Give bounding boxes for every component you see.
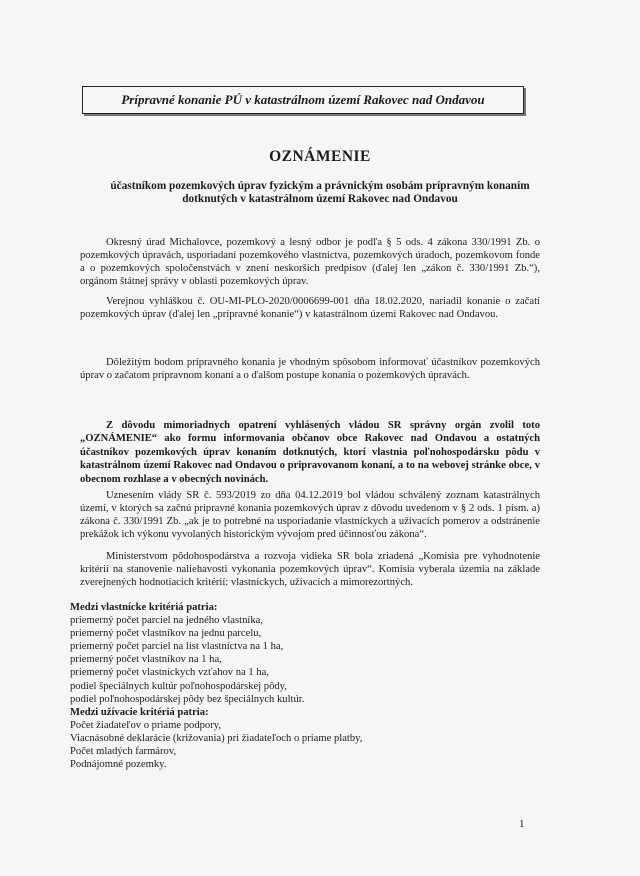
list-item: podiel špeciálnych kultúr poľnohospodárskej pôdy,	[70, 680, 287, 692]
list-item: priemerný počet parciel na list vlastníctva na 1 ha,	[70, 641, 284, 653]
paragraph-5: Uznesením vlády SR č. 593/2019 zo dňa 04.12.2019 bol vládou schválený zoznam katastrálnych území, v ktorých sa začnú prípravné konania pozemkových úprav z dôvodu uvedenom v § 2 ods. 1 písm. a) zákona č. 330/1991 Zb. „ak je to potrebné na usporiadanie vlastníckych a užívacích pomerov a odstránenie prekážok ich výkonu vyvolaných historickým vývojom pred účinnosťou zákona“.	[80, 490, 540, 540]
owner-criteria-heading: Medzi vlastnícke kritériá patria:	[70, 602, 218, 613]
list-item: priemerný počet vlastníkov na 1 ha,	[70, 654, 222, 666]
list-item: priemerný počet parciel na jedného vlastníka,	[70, 615, 263, 627]
paragraph-2: Verejnou vyhláškou č. OU-MI-PLO-2020/0006699-001 dňa 18.02.2020, nariadil konanie o začatí pozemkových úprav (ďalej len „prípravné konanie“) v katastrálnom území Rakovec nad Ondavou.	[80, 296, 540, 320]
page-number: 1	[519, 818, 525, 830]
list-item: Počet žiadateľov o priame podpory,	[70, 719, 221, 731]
paragraph-6: Ministerstvom pôdohospodárstva a rozvoja vidieka SR bola zriadená „Komisia pre vyhodnotenie kritérií na stanovenie naliehavosti vykonania pozemkových úprav“. Komisia vyberala územia na základe zverejnených hodnotiacich kritérií: vlastníckych, užívacích a mimorezortných.	[80, 551, 540, 588]
paragraph-4: Z dôvodu mimoriadnych opatrení vyhlásených vládou SR správny orgán zvolil toto „OZNÁMENIE“ ako formu informovania občanov obce Rakovec nad Ondavou a ostatných účastníkov pozemkových úprav konaním dotknutých, ktorí vlastnia poľnohospodársku pôdu v katastrálnom území Rakovec nad Ondavou o pripravovanom konaní, a to na webovej stránke obce, v obecnom rozhlase a v obecných novinách.	[80, 420, 540, 485]
paragraph-1: Okresný úrad Michalovce, pozemkový a lesný odbor je podľa § 5 ods. 4 zákona 330/1991 Zb. o pozemkových úpravách, usporiadaní pozemkového vlastníctva, pozemkových úradoch, pozemkovom fonde a o pozemkových spoločenstvách v znení neskorších predpisov (ďalej len „zákon č. 330/1991 Zb.“), orgánom štátnej správy v oblasti pozemkových úprav.	[80, 237, 540, 287]
list-item: priemerný počet vlastníckych vzťahov na 1 ha,	[70, 667, 269, 679]
list-item: Viacnásobné deklarácie (križovania) pri žiadateľoch o priame platby,	[70, 732, 363, 744]
list-item: Počet mladých farmárov,	[70, 746, 177, 758]
list-item: podiel poľnohospodárskej pôdy bez špeciálnych kultúr.	[70, 693, 305, 705]
subheading: účastníkom pozemkových úprav fyzickým a právnickým osobám prípravným konaním dotknutých v katastrálnom území Rakovec nad Ondavou	[110, 180, 530, 205]
heading: OZNÁMENIE	[269, 148, 371, 165]
title-box: Prípravné konanie PÚ v katastrálnom území Rakovec nad Ondavou	[82, 86, 524, 114]
user-criteria-heading: Medzi užívacie kritériá patria:	[70, 706, 209, 718]
owner-criteria-list	[70, 601, 540, 771]
list-item: Podnájomné pozemky.	[70, 759, 167, 771]
paragraph-3: Dôležitým bodom prípravného konania je vhodným spôsobom informovať účastníkov pozemkových úprav o začatom prípravnom konaní a o ďalšom postupe konania o pozemkových úpravách.	[80, 357, 540, 381]
list-item: priemerný počet vlastníkov na jednu parcelu,	[70, 628, 262, 640]
